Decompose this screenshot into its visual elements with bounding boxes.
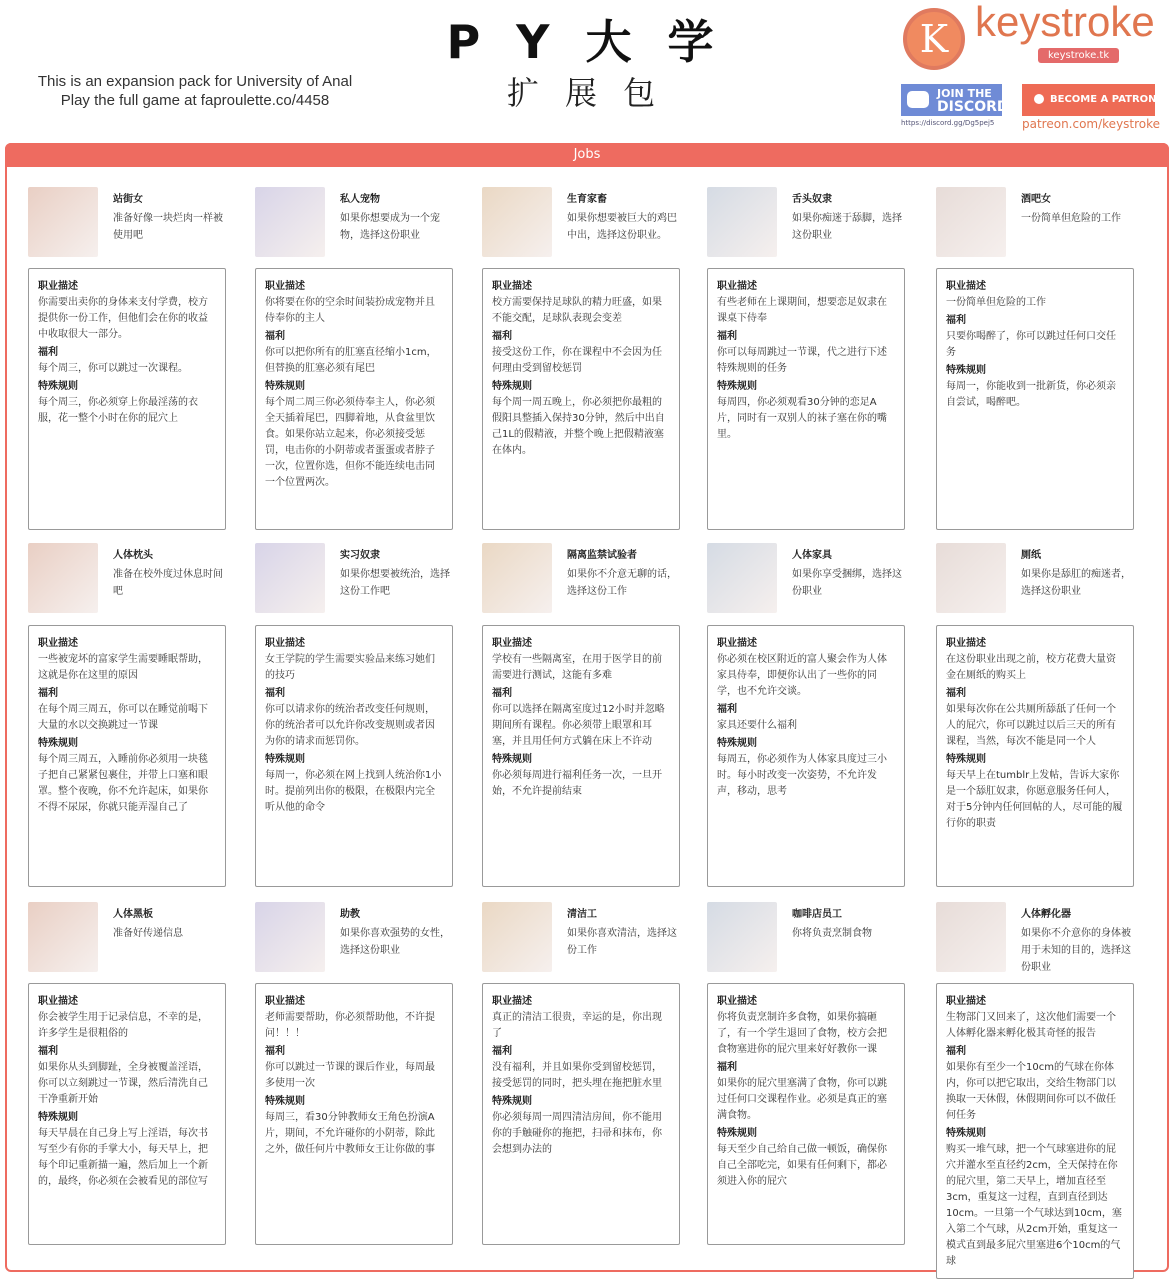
rule-heading: 特殊规则	[946, 754, 986, 765]
intro-line-2: Play the full game at faproulette.co/4458	[60, 92, 330, 109]
job-thumbnail	[707, 902, 777, 972]
job-thumbnail	[482, 902, 552, 972]
job-rule: 每个周三，你必须穿上你最淫荡的衣服，花一整个小时在你的屁穴上	[38, 397, 198, 424]
job-description: 一份简单但危险的工作	[946, 297, 1046, 308]
desc-heading: 职业描述	[946, 638, 986, 649]
job-card	[482, 625, 680, 887]
desc-heading: 职业描述	[717, 638, 757, 649]
discord-label-1: JOIN THE	[937, 87, 992, 100]
jobs-section-title: Jobs	[5, 143, 1169, 167]
rule-heading: 特殊规则	[38, 381, 78, 392]
job-title: 站街女	[113, 194, 143, 205]
job-description: 老师需要帮助，你必须帮助他，不许提问！！！	[265, 1012, 435, 1039]
job-title: 咖啡店员工	[792, 909, 842, 920]
job-tagline: 如果你痴迷于舔脚，选择这份职业	[792, 213, 902, 241]
job-title: 人体枕头	[113, 550, 153, 561]
job-thumbnail	[255, 187, 325, 257]
job-title: 清洁工	[567, 909, 597, 920]
job-perk: 如果每次你在公共厕所舔舐了任何一个人的屁穴，你可以跳过以后三天的所有课程，当然，每次不能是同一个人	[946, 704, 1116, 747]
job-thumbnail	[707, 187, 777, 257]
job-description: 真正的清洁工很贵，幸运的是，你出现了	[492, 1012, 662, 1039]
desc-heading: 职业描述	[265, 281, 305, 292]
job-tagline: 准备好像一块烂肉一样被使用吧	[113, 213, 223, 241]
page-subtitle: 扩 展 包	[506, 74, 664, 112]
job-card	[482, 983, 680, 1245]
job-card	[936, 983, 1134, 1279]
job-rule: 每周五，你必须作为人体家具度过三小时。每小时改变一次姿势，不允许发声，移动，思考	[717, 754, 887, 797]
perk-heading: 福利	[946, 315, 966, 326]
rule-heading: 特殊规则	[265, 754, 305, 765]
rule-heading: 特殊规则	[265, 381, 305, 392]
job-title: 人体家具	[792, 550, 832, 561]
job-perk: 接受这份工作，你在课程中不会因为任何理由受到留校惩罚	[492, 347, 662, 374]
desc-heading: 职业描述	[717, 281, 757, 292]
rule-heading: 特殊规则	[492, 1096, 532, 1107]
discord-label-2: DISCORD	[937, 99, 1009, 115]
perk-heading: 福利	[946, 1046, 966, 1057]
job-title: 隔离监禁试验者	[567, 550, 637, 561]
desc-heading: 职业描述	[492, 638, 532, 649]
job-title: 私人宠物	[340, 194, 380, 205]
job-title: 厕纸	[1021, 550, 1041, 561]
job-description: 你将负责烹制许多食物，如果你搞砸了，有一个学生退回了食物，校方会把食物塞进你的屁穴里来好好教你一课	[717, 1012, 887, 1055]
job-tagline: 如果你想要成为一个宠物，选择这份职业	[340, 213, 440, 241]
job-tagline: 如果你喜欢清洁，选择这份工作	[567, 928, 677, 956]
job-perk: 你可以把你所有的肛塞直径缩小1cm，但替换的肛塞必须有尾巴	[265, 347, 437, 374]
job-description: 女王学院的学生需要实验品来练习她们的技巧	[265, 654, 435, 681]
desc-heading: 职业描述	[265, 996, 305, 1007]
job-card	[707, 625, 905, 887]
rule-heading: 特殊规则	[265, 1096, 305, 1107]
job-description: 你将要在你的空余时间装扮成宠物并且侍奉你的主人	[265, 297, 435, 324]
become-patron-button[interactable]	[1022, 84, 1155, 116]
job-card	[28, 983, 226, 1245]
job-thumbnail	[936, 187, 1006, 257]
perk-heading: 福利	[38, 347, 58, 358]
job-rule: 购买一堆气球，把一个气球塞进你的屁穴并灌水至直径约2cm，全天保持在你的屁穴里，第二天早上，增加直径至3cm，重复这一过程，直到直径到达10cm。一旦第一个气球达到10cm，塞入第二个气球，从2cm开始，重复这一模式直到最多屁穴里塞进6个10cm的气球	[946, 1144, 1122, 1267]
job-title: 实习奴隶	[340, 550, 380, 561]
patreon-icon	[1034, 94, 1044, 104]
job-thumbnail	[28, 187, 98, 257]
job-thumbnail	[482, 543, 552, 613]
job-perk: 你可以请求你的统治者改变任何规则，你的统治者可以允许你改变规则或者因为你的请求而惩罚你。	[265, 704, 435, 747]
job-tagline: 如果你是舔肛的痴迷者，选择这份职业	[1021, 569, 1131, 597]
job-thumbnail	[936, 902, 1006, 972]
job-description: 校方需要保持足球队的精力旺盛，如果不能交配，足球队表现会变差	[492, 297, 662, 324]
perk-heading: 福利	[717, 704, 737, 715]
desc-heading: 职业描述	[38, 996, 78, 1007]
desc-heading: 职业描述	[38, 281, 78, 292]
job-thumbnail	[255, 543, 325, 613]
rule-heading: 特殊规则	[38, 1112, 78, 1123]
job-tagline: 如果你不介意你的身体被用于未知的目的，选择这份职业	[1021, 928, 1131, 973]
job-perk: 你可以每周跳过一节课，代之进行下述特殊规则的任务	[717, 347, 887, 374]
job-rule: 每个周二周三你必须侍奉主人，你必须全天插着尾巴，四脚着地，从食盆里饮食。如果你站立起来，你必须接受惩罚，电击你的小阴蒂或者蛋蛋或者脖子一次，位置你选，但你不能连续电击同一个位置两次。	[265, 397, 435, 488]
job-perk: 如果你有至少一个10cm的气球在你体内，你可以把它取出，交给生物部门以换取一天休假，休假期间你可以不做任何任务	[946, 1062, 1116, 1121]
job-thumbnail	[28, 543, 98, 613]
desc-heading: 职业描述	[717, 996, 757, 1007]
job-description: 有些老师在上课期间，想要恋足奴隶在课桌下侍奉	[717, 297, 887, 324]
intro-line-1: This is an expansion pack for University of Anal	[37, 73, 353, 90]
job-title: 酒吧女	[1021, 194, 1051, 205]
job-card	[28, 268, 226, 530]
job-thumbnail	[707, 543, 777, 613]
desc-heading: 职业描述	[492, 281, 532, 292]
job-perk: 在每个周三周五，你可以在睡觉前喝下大量的水以交换跳过一节课	[38, 704, 208, 731]
job-perk: 只要你喝醉了，你可以跳过任何口交任务	[946, 331, 1116, 358]
job-rule: 你必须每周进行福利任务一次，一旦开始，不允许提前结束	[492, 770, 662, 797]
job-perk: 每个周三，你可以跳过一次课程。	[38, 363, 188, 374]
patron-label: BECOME A PATRON	[1050, 94, 1157, 105]
job-card	[707, 268, 905, 530]
rule-heading: 特殊规则	[38, 738, 78, 749]
job-title: 人体黑板	[113, 909, 153, 920]
desc-heading: 职业描述	[38, 638, 78, 649]
discord-icon	[907, 91, 929, 108]
job-tagline: 如果你享受捆绑，选择这份职业	[792, 569, 902, 597]
perk-heading: 福利	[717, 331, 737, 342]
job-tagline: 你将负责烹制食物	[792, 928, 872, 939]
rule-heading: 特殊规则	[717, 381, 757, 392]
job-card	[255, 983, 453, 1245]
perk-heading: 福利	[492, 331, 512, 342]
keystroke-logo-icon: K	[903, 8, 965, 70]
job-rule: 每周一，你必须在网上找到人统治你1小时。提前列出你的极限，在极限内完全听从他的命令	[265, 770, 442, 813]
job-perk: 你可以跳过一节课的课后作业，每周最多使用一次	[265, 1062, 435, 1089]
job-tagline: 如果你想要被统治，选择这份工作吧	[340, 569, 450, 597]
job-rule: 每天至少自己给自己做一顿饭，确保你自己全部吃完，如果有任何剩下，都必须进入你的屁穴	[717, 1144, 887, 1187]
job-card	[28, 625, 226, 887]
job-perk: 如果你从头到脚趾，全身被覆盖淫语，你可以立刻跳过一节课，然后清洗自己干净重新开始	[38, 1062, 208, 1105]
job-title: 助教	[340, 909, 360, 920]
job-tagline: 如果你想要被巨大的鸡巴中出，选择这份职业。	[567, 213, 677, 241]
job-description: 在这份职业出现之前，校方花费大量资金在厕纸的购买上	[946, 654, 1116, 681]
job-thumbnail	[28, 902, 98, 972]
perk-heading: 福利	[492, 1046, 512, 1057]
perk-heading: 福利	[38, 1046, 58, 1057]
job-title: 人体孵化器	[1021, 909, 1071, 920]
join-discord-button[interactable]	[901, 84, 1009, 116]
job-rule: 每周三，看30分钟教师女王角色扮演A片，期间，不允许碰你的小阴蒂，除此之外，做任何片中教师女王让你做的事	[265, 1112, 435, 1155]
job-tagline: 一份简单但危险的工作	[1021, 213, 1121, 224]
job-tagline: 如果你不介意无聊的话，选择这份工作	[567, 569, 677, 597]
discord-url-link[interactable]: https://discord.gg/Dg5pej5	[901, 119, 995, 127]
job-rule: 每个周三周五，入睡前你必须用一块毯子把自己紧紧包裹住，并带上口塞和眼罩。整个夜晚，你不允许起床，如果你不得不尿尿，你就只能弄湿自己了	[38, 754, 208, 813]
job-title: 生育家畜	[567, 194, 607, 205]
job-card	[707, 983, 905, 1245]
job-thumbnail	[255, 902, 325, 972]
rule-heading: 特殊规则	[717, 1128, 757, 1139]
perk-heading: 福利	[265, 331, 285, 342]
desc-heading: 职业描述	[946, 996, 986, 1007]
brand-name: keystroke	[975, 0, 1155, 45]
rule-heading: 特殊规则	[946, 1128, 986, 1139]
intro-text	[20, 72, 370, 110]
job-rule: 每天早上在tumblr上发帖，告诉大家你是一个舔肛奴隶，你愿意服务任何人，对于5分钟内任何回帖的人，尽可能的履行你的职责	[946, 770, 1123, 829]
job-description: 一些被宠坏的富家学生需要睡眠帮助，这就是你在这里的原因	[38, 654, 208, 681]
job-description: 学校有一些隔离室，在用于医学目的前需要进行测试，这能有多难	[492, 654, 662, 681]
desc-heading: 职业描述	[265, 638, 305, 649]
perk-heading: 福利	[492, 688, 512, 699]
brand-url-link[interactable]: keystroke.tk	[1038, 48, 1119, 63]
job-card	[255, 625, 453, 887]
job-description: 生物部门又回来了，这次他们需要一个人体孵化器来孵化极其奇怪的报告	[946, 1012, 1116, 1039]
perk-heading: 福利	[265, 1046, 285, 1057]
job-card	[936, 625, 1134, 887]
perk-heading: 福利	[717, 1062, 737, 1073]
job-tagline: 准备好传递信息	[113, 928, 183, 939]
perk-heading: 福利	[946, 688, 966, 699]
job-perk: 家具还要什么福利	[717, 720, 797, 731]
job-rule: 每周四，你必须观看30分钟的恋足A片，同时有一双别人的袜子塞在你的嘴里。	[717, 397, 887, 440]
rule-heading: 特殊规则	[492, 754, 532, 765]
perk-heading: 福利	[265, 688, 285, 699]
job-rule: 每天早晨在自己身上写上淫语，每次书写至少有你的手掌大小，每天早上，把每个印记重新描一遍，然后加上一个新的，最终，你必须在会被看见的部位写	[38, 1128, 208, 1187]
job-perk: 如果你的屁穴里塞满了食物，你可以跳过任何口交课程作业。必须是真正的塞满食物。	[717, 1078, 887, 1121]
page-title: P Y 大 学	[446, 15, 724, 69]
job-tagline: 如果你喜欢强势的女性，选择这份职业	[340, 928, 450, 956]
job-description: 你需要出卖你的身体来支付学费，校方提供你一份工作，但他们会在你的收益中收取很大一部分。	[38, 297, 208, 340]
job-card	[936, 268, 1134, 530]
job-card	[482, 268, 680, 530]
job-card	[255, 268, 453, 530]
patreon-url-link[interactable]: patreon.com/keystroke	[1022, 117, 1161, 131]
job-rule: 每周一，你能收到一批新货，你必须亲自尝试，喝醉吧。	[946, 381, 1116, 408]
desc-heading: 职业描述	[946, 281, 986, 292]
job-thumbnail	[482, 187, 552, 257]
job-thumbnail	[936, 543, 1006, 613]
perk-heading: 福利	[38, 688, 58, 699]
job-tagline: 准备在校外度过休息时间吧	[113, 569, 223, 597]
job-title: 舌头奴隶	[792, 194, 832, 205]
job-rule: 你必须每周一周四清洁房间，你不能用你的手触碰你的拖把，扫帚和抹布，你会想到办法的	[492, 1112, 662, 1155]
job-description: 你会被学生用于记录信息，不幸的是，许多学生是很粗俗的	[38, 1012, 208, 1039]
job-perk: 没有福利，并且如果你受到留校惩罚，接受惩罚的同时，把头埋在拖把脏水里	[492, 1062, 662, 1089]
desc-heading: 职业描述	[492, 996, 532, 1007]
rule-heading: 特殊规则	[717, 738, 757, 749]
job-description: 你必须在校区附近的富人聚会作为人体家具侍奉，即便你认出了一些你的同学，也不允许交谈。	[717, 654, 887, 697]
job-perk: 你可以选择在隔离室度过12小时并忽略期间所有课程。你必须带上眼罩和耳塞，并且用任何方式躺在床上不许动	[492, 704, 665, 747]
job-rule: 每个周一周五晚上，你必须把你最粗的假阳具整插入保持30分钟，然后中出自己1L的假精液，并整个晚上把假精液塞在体内。	[492, 397, 665, 456]
rule-heading: 特殊规则	[946, 365, 986, 376]
rule-heading: 特殊规则	[492, 381, 532, 392]
